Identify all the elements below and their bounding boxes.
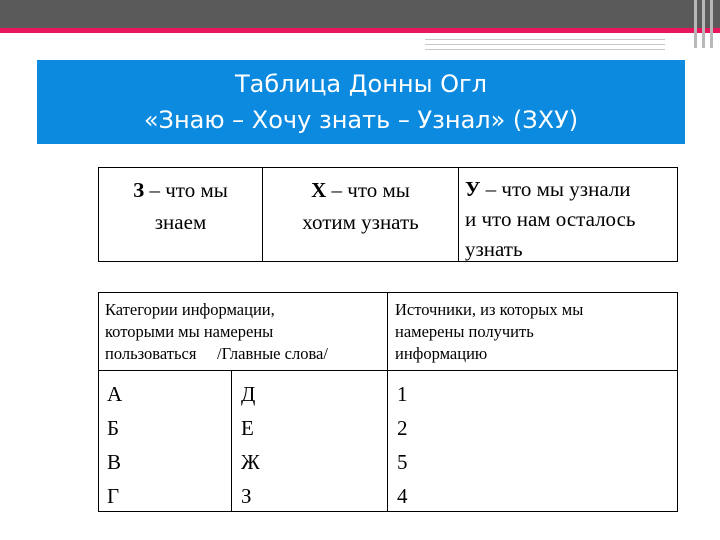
categories-header-line: Категории информации, <box>105 300 275 319</box>
sources-header-line: Источники, из которых мы <box>395 300 584 319</box>
column-divider <box>231 371 232 511</box>
list-item: З <box>241 484 252 508</box>
list-item: Ж <box>241 450 260 474</box>
list-item: 1 <box>397 382 408 406</box>
title-banner <box>37 60 685 144</box>
list-item: 4 <box>397 484 408 508</box>
info-table <box>98 292 678 512</box>
sources-header-line: информацию <box>395 344 488 363</box>
column-know-text: – что мы <box>144 178 228 202</box>
list-item: 2 <box>397 416 408 440</box>
column-learned-text-3: узнать <box>465 237 523 261</box>
sources-header <box>395 299 665 365</box>
list-item: Е <box>241 416 254 440</box>
column-divider <box>387 293 388 511</box>
column-know <box>99 168 263 261</box>
title-line-1: Таблица Донны Огл <box>234 70 487 98</box>
sources-column <box>397 377 408 513</box>
corner-decor-lines <box>692 0 720 48</box>
info-table-header <box>99 293 677 371</box>
zxu-header-table <box>98 167 678 262</box>
categories-header <box>105 299 385 365</box>
title-line-2: «Знаю – Хочу знать – Узнал» (ЗХУ) <box>143 106 579 134</box>
categories-header-line: которыми мы намерены <box>105 322 274 341</box>
list-item: Г <box>107 484 120 508</box>
list-item: Д <box>241 382 256 406</box>
category-column-a <box>107 377 122 513</box>
column-want-text: – что мы <box>326 178 410 202</box>
list-item: 5 <box>397 450 408 474</box>
list-item: В <box>107 450 122 474</box>
top-accent-stripe <box>0 28 720 33</box>
column-know-text-2: знаем <box>154 210 207 234</box>
column-know-letter: З <box>133 178 145 202</box>
header-decor-lines <box>425 36 665 50</box>
list-item: Б <box>107 416 120 440</box>
column-want <box>263 168 459 261</box>
column-want-letter: Х <box>311 178 327 202</box>
column-want-text-2: хотим узнать <box>302 210 419 234</box>
column-learned-text: – что мы узнали <box>480 177 631 201</box>
categories-header-line: пользоваться /Главные слова/ <box>105 344 328 363</box>
column-learned-text-2: и что нам осталось <box>465 207 636 231</box>
sources-header-line: намерены получить <box>395 322 534 341</box>
list-item: А <box>107 382 123 406</box>
column-learned <box>459 168 677 261</box>
column-learned-letter: У <box>465 177 481 201</box>
category-column-b <box>241 377 260 513</box>
